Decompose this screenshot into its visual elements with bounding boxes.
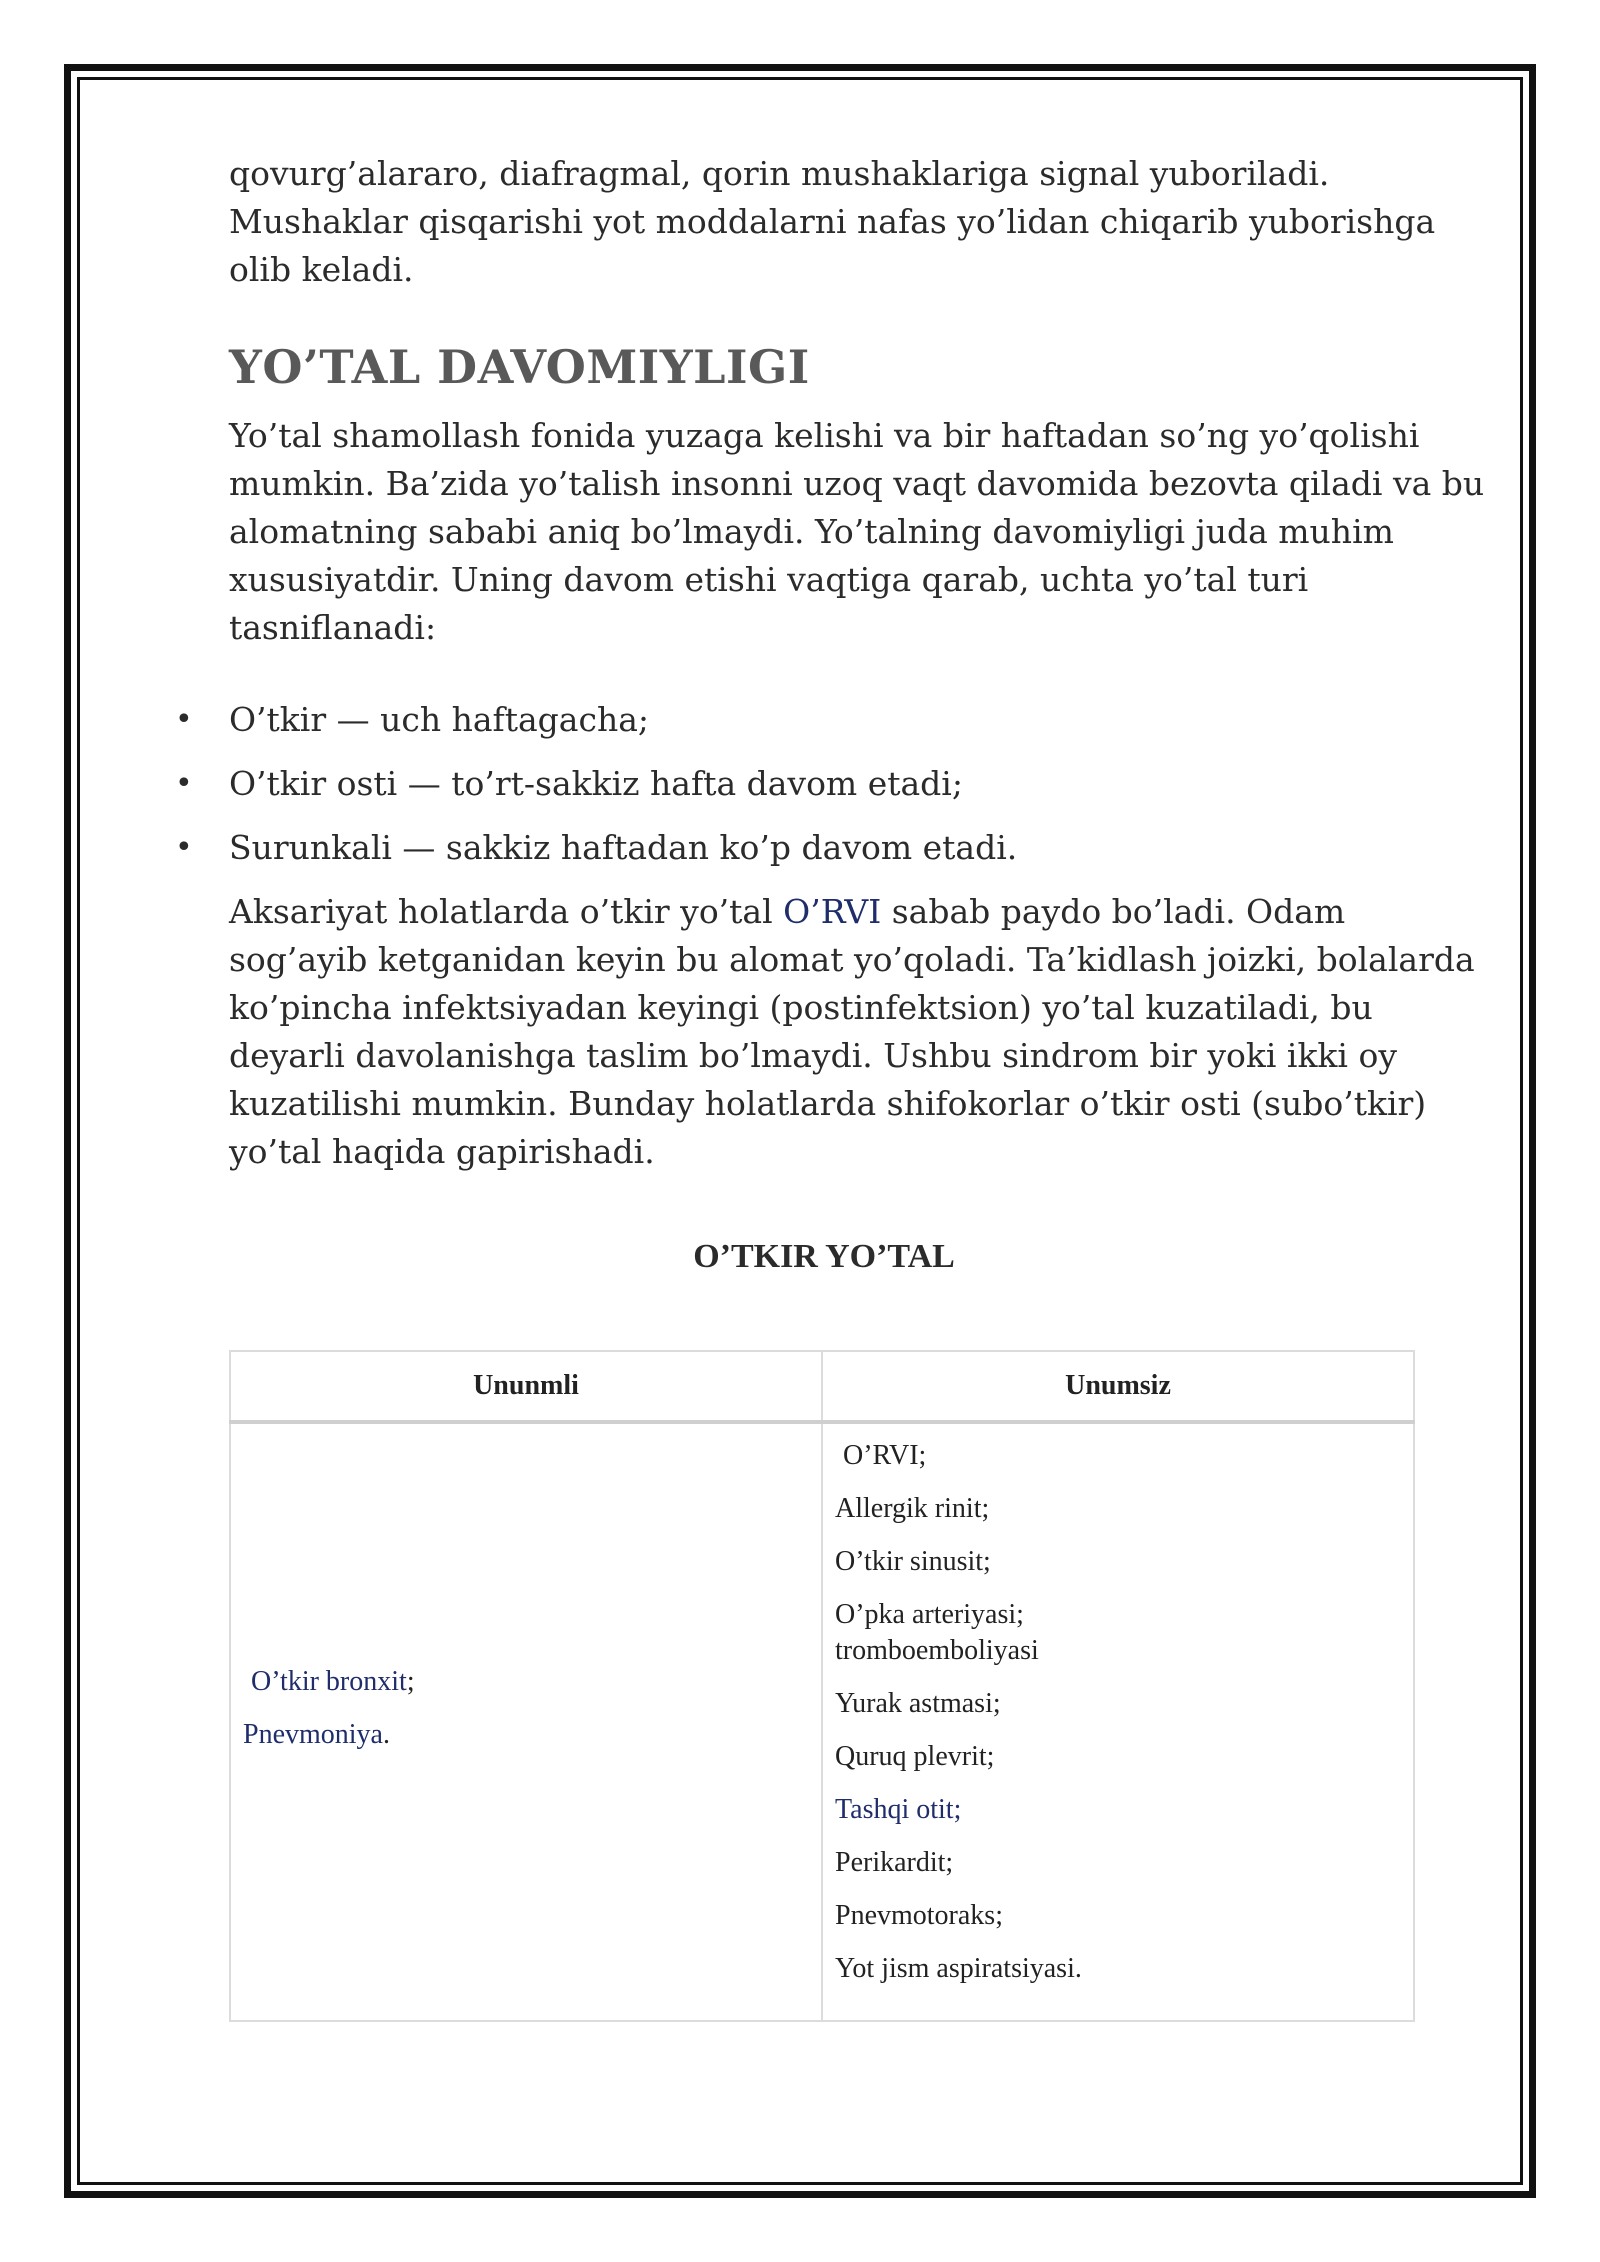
list-item-text: O’tkir osti — to’rt-sakkiz hafta davom etadi; <box>229 764 963 803</box>
cough-types-table <box>229 1350 1415 2022</box>
list-item-text: O’tkir — uch haftagacha; <box>229 700 649 739</box>
item-suffix: ; <box>406 1666 415 1697</box>
list-item: Quruq plevrit; <box>835 1741 995 1772</box>
list-item: Yot jism aspiratsiyasi. <box>835 1953 1082 1984</box>
list-item: Allergik rinit; <box>835 1493 990 1524</box>
list-item: tromboemboliyasi <box>835 1635 1039 1666</box>
productive-cell <box>230 1422 822 2021</box>
orvi-link[interactable]: O’RVI <box>783 892 882 931</box>
list-item-text: Surunkali — sakkiz haftadan ko’p davom etadi. <box>229 828 1018 867</box>
section-heading: YO’TAL DAVOMIYLIGI <box>229 340 810 394</box>
explanation-paragraph <box>229 888 1489 1176</box>
list-item: O’RVI; <box>843 1440 927 1471</box>
section-paragraph: Yo’tal shamollash fonida yuzaga kelishi va bir haftadan so’ng yo’qolishi mumkin. Ba’zida yo’talish insonni uzoq vaqt davomida bezovta qiladi va bu alomatning sababi aniq bo’lmaydi. Yo’talning davomiyligi juda muhim xususiyatdir. Uning davom etishi vaqtiga qarab, uchta yo’tal turi tasniflanadi: <box>229 416 1485 647</box>
list-item <box>251 1664 415 1700</box>
unproductive-cell <box>822 1422 1414 2021</box>
page-content <box>175 150 1489 1984</box>
list-item: Pnevmotoraks; <box>835 1900 1003 1931</box>
bullet-icon: • <box>175 830 193 865</box>
intro-paragraph: qovurg’alararo, diafragmal, qorin mushaklariga signal yuboriladi. Mushaklar qisqarishi yot moddalarni nafas yo’lidan chiqarib yuborishga olib keladi. <box>229 154 1436 289</box>
bullet-icon: • <box>175 766 193 801</box>
list-item <box>243 1717 390 1753</box>
list-item: Perikardit; <box>835 1847 954 1878</box>
explanation-text-start: Aksariyat holatlarda o’tkir yo’tal <box>229 892 784 931</box>
bullet-icon: • <box>175 702 193 737</box>
external-otitis-link[interactable]: Tashqi otit; <box>835 1794 962 1825</box>
list-item: O’pka arteriyasi; <box>835 1599 1024 1630</box>
item-suffix: . <box>383 1719 390 1750</box>
duration-list <box>175 696 1489 872</box>
table-row <box>230 1422 1414 2021</box>
column-header-productive: Ununmli <box>230 1351 822 1422</box>
list-item: Yurak astmasi; <box>835 1688 1001 1719</box>
column-header-unproductive: Unumsiz <box>822 1351 1414 1422</box>
list-item: O’tkir sinusit; <box>835 1546 991 1577</box>
explanation-text-end: sabab paydo bo’ladi. Odam sog’ayib ketganidan keyin bu alomat yo’qoladi. Ta’kidlash joizki, bolalarda ko’pincha infektsiyadan keyingi (postinfektsion) yo’tal kuzatiladi, bu deyarli davolanishga taslim bo’lmaydi. Ushbu sindrom bir yoki ikki oy kuzatilishi mumkin. Bunday holatlarda shifokorlar o’tkir osti (subo’tkir) yo’tal haqida gapirishadi. <box>229 892 1475 1171</box>
acute-bronchitis-link[interactable]: O’tkir bronxit <box>251 1666 407 1697</box>
pneumonia-link[interactable]: Pnevmoniya <box>243 1719 383 1750</box>
table-title: O’TKIR YO’TAL <box>693 1238 955 1275</box>
list-item <box>175 696 1489 744</box>
table-header-row <box>230 1351 1414 1422</box>
list-item <box>175 824 1489 872</box>
list-item <box>175 760 1489 808</box>
